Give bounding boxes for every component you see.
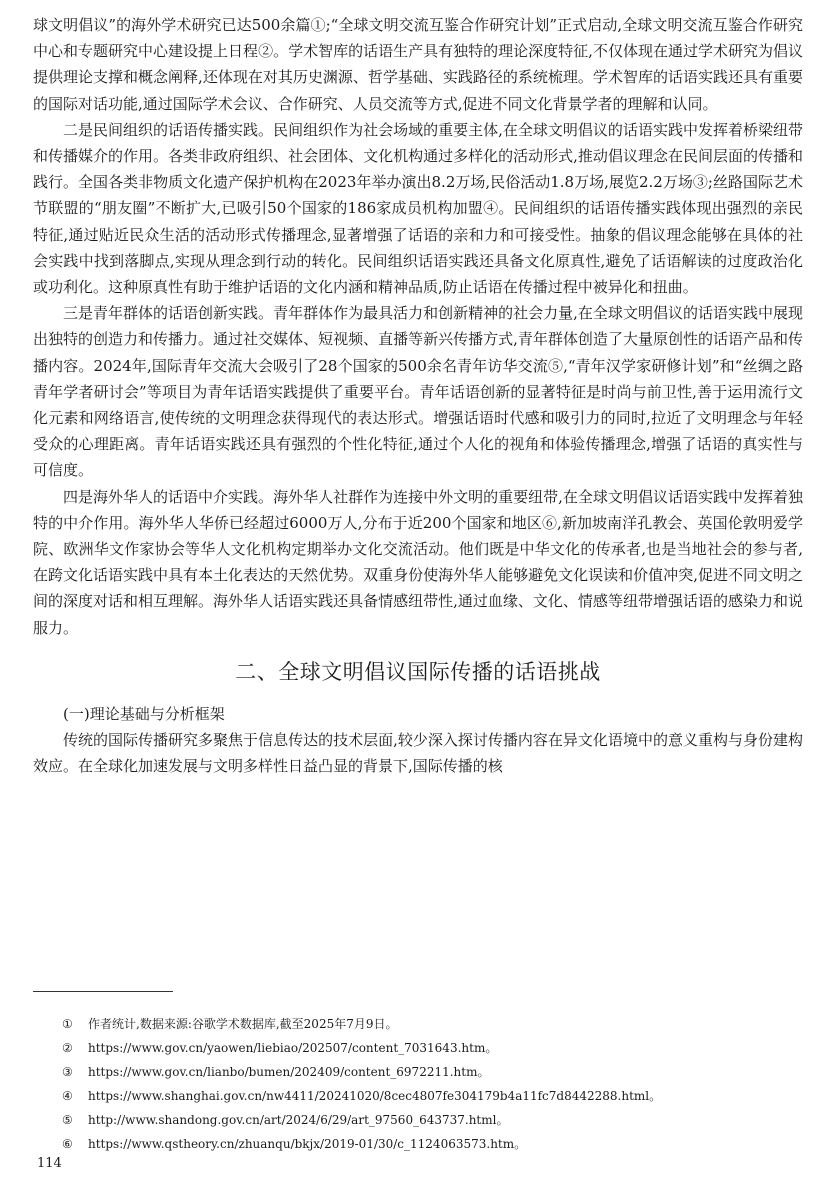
- footnote-item: [62, 1084, 802, 1108]
- footnote-item: [62, 1012, 802, 1036]
- section-heading: 二、全球文明倡议国际传播的话语挑战: [235, 659, 601, 684]
- page-number: 114: [37, 1156, 62, 1171]
- footnote-link[interactable]: https://www.shanghai.gov.cn/nw4411/20241020/8cec4807fe304179b4a11fc7d8442288.html。: [88, 1089, 662, 1103]
- footnote-mark: ④: [62, 1089, 73, 1103]
- footnote-link[interactable]: https://www.gov.cn/lianbo/bumen/202409/content_6972211.htm。: [88, 1065, 490, 1079]
- footnote-item: [62, 1108, 802, 1132]
- footnote-mark: ②: [62, 1041, 73, 1055]
- footnote-link[interactable]: https://www.qstheory.cn/zhuanqu/bkjx/2019-01/30/c_1124063573.htm。: [88, 1137, 527, 1151]
- footnote-mark: ⑥: [62, 1137, 73, 1151]
- footnote-item: [62, 1132, 802, 1156]
- footnote-mark: ①: [62, 1017, 73, 1031]
- footnote-link[interactable]: https://www.gov.cn/yaowen/liebiao/202507/content_7031643.htm。: [88, 1041, 498, 1055]
- body-paragraph-1: 球文明倡议”的海外学术研究已达500余篇①;“全球文明交流互鉴合作研究计划”正式启动,全球文明交流互鉴合作研究中心和专题研究中心建设提上日程②。学术智库的话语生产具有独特的理论深度特征,不仅体现在通过学术研究为倡议提供理论支撑和概念阐释,还体现在对其历史渊源、哲学基础、实践路径的系统梳理。学术智库的话语实践还具有重要的国际对话功能,通过国际学术会议、合作研究、人员交流等方式,促进不同文化背景学者的理解和认同。: [33, 16, 803, 113]
- subsection-heading: (一)理论基础与分析框架: [63, 704, 225, 723]
- body-paragraph-4: 四是海外华人的话语中介实践。海外华人社群作为连接中外文明的重要纽带,在全球文明倡议话语实践中发挥着独特的中介作用。海外华人华侨已经超过6000万人,分布于近200个国家和地区⑥,新加坡南洋孔教会、英国伦敦明爱学院、欧洲华文作家协会等华人文化机构定期举办文化交流活动。他们既是中华文化的传承者,也是当地社会的参与者,在跨文化话语实践中具有本土化表达的天然优势。双重身份使海外华人能够避免文化误读和价值冲突,促进不同文明之间的深度对话和相互理解。海外华人话语实践还具备情感纽带性,通过血缘、文化、情感等纽带增强话语的感染力和说服力。: [33, 487, 803, 637]
- footnote-item: [62, 1036, 802, 1060]
- footnote-item: [62, 1060, 802, 1084]
- body-paragraph-5: 传统的国际传播研究多聚焦于信息传达的技术层面,较少深入探讨传播内容在异文化语境中的意义重构与身份建构效应。在全球化加速发展与文明多样性日益凸显的背景下,国际传播的核: [33, 730, 803, 776]
- body-paragraph-2: 二是民间组织的话语传播实践。民间组织作为社会场域的重要主体,在全球文明倡议的话语实践中发挥着桥梁纽带和传播媒介的作用。各类非政府组织、社会团体、文化机构通过多样化的活动形式,推动倡议理念在民间层面的传播和践行。全国各类非物质文化遗产保护机构在2023年举办演出8.2万场,民俗活动1.8万场,展览2.2万场③;丝路国际艺术节联盟的“朋友圈”不断扩大,已吸引50个国家的186家成员机构加盟④。民间组织的话语传播实践体现出强烈的亲民特征,通过贴近民众生活的活动形式传播理念,显著增强了话语的亲和力和可接受性。抽象的倡议理念能够在具体的社会实践中找到落脚点,实现从理念到行动的转化。民间组织话语实践还具备文化原真性,避免了话语解读的过度政治化或功利化。这种原真性有助于维护话语的文化内涵和精神品质,防止话语在传播过程中被异化和扭曲。: [33, 120, 803, 297]
- article-body: [33, 12, 803, 779]
- footnote-link[interactable]: http://www.shandong.gov.cn/art/2024/6/29/art_97560_643737.html。: [88, 1113, 509, 1127]
- footnote-text: 作者统计,数据来源:谷歌学术数据库,截至2025年7月9日。: [88, 1017, 398, 1031]
- footnote-mark: ③: [62, 1065, 73, 1079]
- footnotes: [62, 1012, 802, 1156]
- footnote-divider: [33, 991, 173, 992]
- body-paragraph-3: 三是青年群体的话语创新实践。青年群体作为最具活力和创新精神的社会力量,在全球文明倡议的话语实践中展现出独特的创造力和传播力。通过社交媒体、短视频、直播等新兴传播方式,青年群体创造了大量原创性的话语产品和传播内容。2024年,国际青年交流大会吸引了28个国家的500余名青年访华交流⑤,“青年汉学家研修计划”和“丝绸之路青年学者研讨会”等项目为青年话语实践提供了重要平台。青年话语创新的显著特征是时尚与前卫性,善于运用流行文化元素和网络语言,使传统的文明理念获得现代的表达形式。增强话语时代感和吸引力的同时,拉近了文明理念与年轻受众的心理距离。青年话语实践还具有强烈的个性化特征,通过个人化的视角和体验传播理念,增强了话语的真实性与可信度。: [33, 304, 803, 480]
- footnote-mark: ⑤: [62, 1113, 73, 1127]
